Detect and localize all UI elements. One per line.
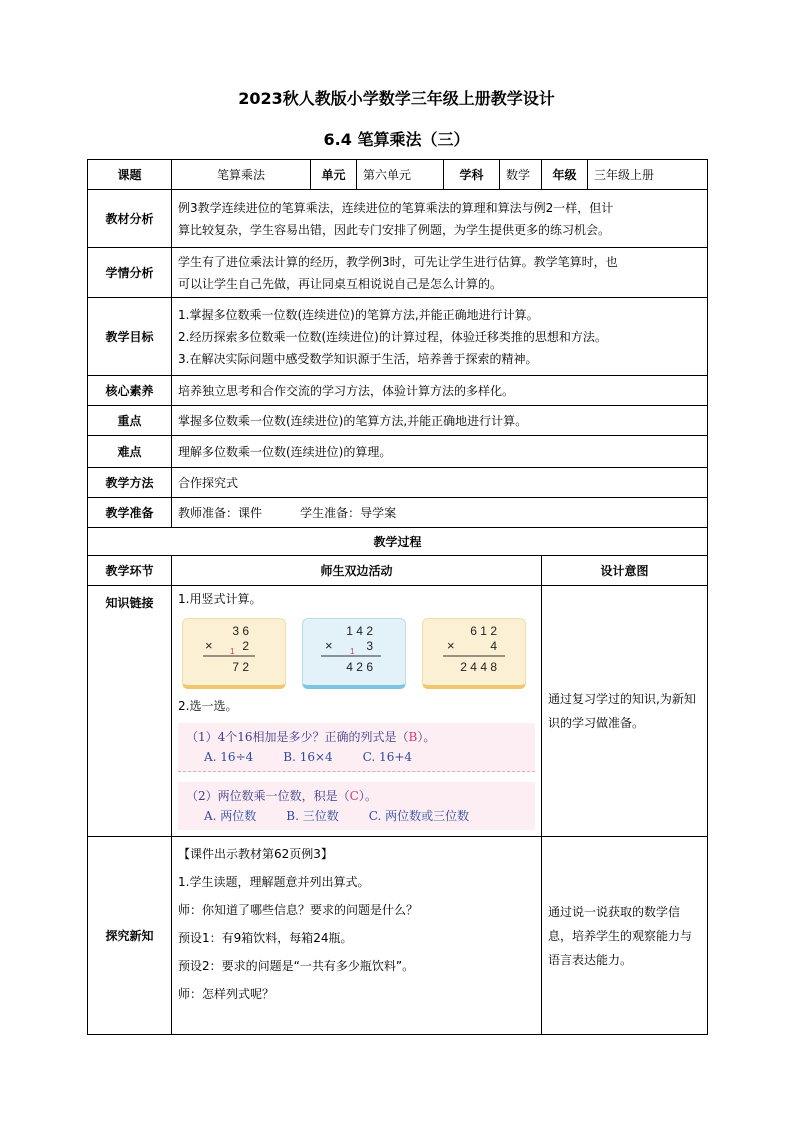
- quiz-options: [186, 806, 527, 826]
- link-item-1: 1.用竖式计算。: [178, 592, 262, 606]
- calc-multiplicand: 6 1 2: [470, 624, 497, 638]
- process-columns-row: [88, 556, 708, 586]
- row-prep: [88, 498, 708, 528]
- student-label: 学情分析: [88, 248, 172, 298]
- quiz-question-1: [178, 723, 535, 772]
- goal-line: 2.经历探索多位数乘一位数(连续进位)的计算过程，体验迁移类推的思想和方法。: [178, 329, 607, 344]
- carry-digit: 1: [350, 647, 355, 656]
- quiz-stem-text: ）。: [417, 730, 436, 744]
- material-line: 算比较复杂，学生容易出错，因此专门安排了例题，为学生提供更多的练习机会。: [178, 222, 611, 237]
- core-text: 培养独立思考和合作交流的学习方法，体验计算方法的多样化。: [172, 376, 708, 406]
- explore-content: [178, 837, 535, 1017]
- times-symbol: ×: [447, 638, 455, 653]
- grade-label: 年级: [542, 160, 588, 190]
- difficult-text: 理解多位数乘一位数(连续进位)的算理。: [172, 436, 708, 468]
- times-symbol: ×: [325, 638, 333, 653]
- subject-value: 数学: [500, 160, 542, 190]
- explore-line: 师：你知道了哪些信息？要求的问题是什么？: [178, 903, 419, 917]
- calc-multiplier: 3: [366, 639, 373, 653]
- method-text: 合作探究式: [172, 468, 708, 498]
- quiz-options: [186, 747, 527, 767]
- explore-label: 探究新知: [88, 837, 172, 1035]
- quiz-option: A. 两位数: [204, 809, 257, 823]
- quiz-answer: B: [408, 730, 418, 744]
- quiz-stem-text: （2）两位数乘一位数，积是（: [186, 789, 350, 803]
- unit-value: 第六单元: [357, 160, 444, 190]
- quiz-stem: [186, 727, 527, 747]
- goal-line: 1.掌握多位数乘一位数(连续进位)的笔算方法,并能正确地进行计算。: [178, 307, 539, 322]
- calc-card-svg: [423, 619, 525, 681]
- calc-multiplicand: 3 6: [232, 624, 249, 638]
- process-header: 教学过程: [88, 528, 708, 556]
- calc-multiplier: 4: [490, 639, 497, 653]
- calc-result: 2 4 4 8: [460, 660, 497, 674]
- goal-line: 3.在解决实际问题中感受数学知识源于生活，培养善于探索的精神。: [178, 351, 538, 366]
- material-label: 教材分析: [88, 190, 172, 248]
- row-explore: [88, 837, 708, 1035]
- row-material: [88, 190, 708, 248]
- difficult-label: 难点: [88, 436, 172, 468]
- lesson-title: 6.4 笔算乘法（三）: [323, 130, 470, 149]
- quiz-answer: C: [349, 789, 359, 803]
- quiz-question-2: [178, 782, 535, 830]
- core-label: 核心素养: [88, 376, 172, 406]
- process-header-row: [88, 528, 708, 556]
- row-method: [88, 468, 708, 498]
- calc-card: [182, 618, 286, 689]
- calc-multiplicand: 1 4 2: [346, 624, 373, 638]
- lesson-plan-table: [87, 159, 708, 1035]
- quiz-option: B. 三位数: [286, 809, 339, 823]
- explore-line: 预设2：要求的问题是“一共有多少瓶饮料”。: [178, 959, 415, 973]
- row-key: [88, 406, 708, 436]
- explore-line: 1.学生读题，理解题意并列出算式。: [178, 875, 370, 889]
- quiz-option: A. 16÷4: [204, 750, 254, 764]
- key-text: 掌握多位数乘一位数(连续进位)的笔算方法,并能正确地进行计算。: [172, 406, 708, 436]
- carry-digit: 1: [230, 647, 235, 656]
- quiz-stem: [186, 786, 527, 806]
- subject-label: 学科: [444, 160, 500, 190]
- calc-multiplier: 2: [242, 639, 249, 653]
- course-label: 课题: [88, 160, 172, 190]
- row-core: [88, 376, 708, 406]
- row-student: [88, 248, 708, 298]
- calc-result: 4 2 6: [346, 660, 373, 674]
- course-value: 笔算乘法: [172, 160, 311, 190]
- col-activity: 师生双边活动: [172, 556, 542, 586]
- unit-label: 单元: [311, 160, 357, 190]
- explore-line: 师：怎样列式呢？: [178, 987, 275, 1001]
- material-line: 例3教学连续进位的笔算乘法，连续进位的笔算乘法的算理和算法与例2一样，但计: [178, 200, 614, 215]
- grade-value: 三年级上册: [588, 160, 708, 190]
- link-label: 知识链接: [88, 586, 172, 837]
- key-label: 重点: [88, 406, 172, 436]
- calc-result: 7 2: [232, 660, 249, 674]
- row-difficult: [88, 436, 708, 468]
- quiz-stem-text: ）。: [358, 789, 377, 803]
- doc-title: 2023秋人教版小学数学三年级上册教学设计: [238, 89, 555, 108]
- quiz-option: C. 两位数或三位数: [368, 809, 470, 823]
- times-symbol: ×: [205, 638, 213, 653]
- goals-label: 教学目标: [88, 298, 172, 376]
- prep-label: 教学准备: [88, 498, 172, 528]
- col-intent: 设计意图: [542, 556, 708, 586]
- calc-cards: [182, 618, 535, 689]
- calc-card-svg: [303, 619, 405, 681]
- quiz-option: C. 16+4: [362, 750, 413, 764]
- info-row: [88, 160, 708, 190]
- prep-text: 教师准备：课件 学生准备：导学案: [172, 498, 708, 528]
- link-intent: 通过复习学过的知识,为新知识的学习做准备。: [542, 586, 708, 837]
- quiz-stem-text: （1）4个16相加是多少？正确的列式是（: [186, 730, 409, 744]
- student-line: 可以让学生自己先做，再让同桌互相说说自己是怎么计算的。: [178, 276, 503, 291]
- method-label: 教学方法: [88, 468, 172, 498]
- link-item-2: 2.选一选。: [178, 699, 238, 713]
- student-line: 学生有了进位乘法计算的经历，教学例3时，可先让学生进行估算。教学笔算时，也: [178, 254, 618, 269]
- calc-card: [302, 618, 406, 689]
- calc-card-svg: [183, 619, 285, 681]
- row-knowledge-link: [88, 586, 708, 837]
- col-stage: 教学环节: [88, 556, 172, 586]
- explore-line: 预设1：有9箱饮料，每箱24瓶。: [178, 931, 353, 945]
- explore-line: 【课件出示教材第62页例3】: [178, 847, 333, 861]
- row-goals: [88, 298, 708, 376]
- calc-card: [422, 618, 526, 689]
- quiz-option: B. 16×4: [283, 750, 333, 764]
- explore-intent: 通过说一说获取的数学信息，培养学生的观察能力与语言表达能力。: [542, 837, 708, 1035]
